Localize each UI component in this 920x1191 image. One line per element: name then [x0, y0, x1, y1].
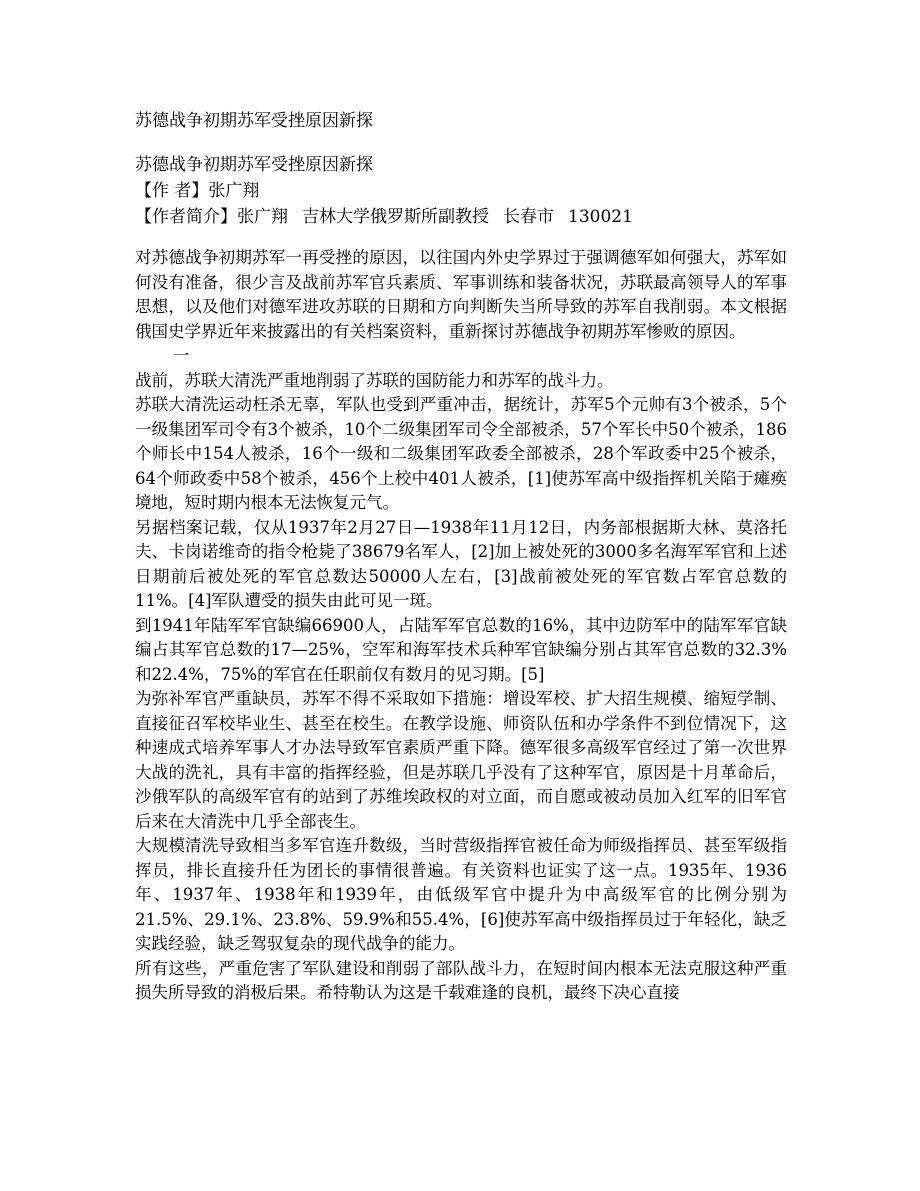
body-paragraph: 所有这些，严重危害了军队建设和削弱了部队战斗力，在短时间内根本无法克服这种严重损失所导致的消极后果。希特勒认为这是千载难逢的良机，最终下决心直接: [135, 958, 787, 1002]
abstract-paragraph: 对苏德战争初期苏军一再受挫的原因，以往国内外史学界过于强调德军如何强大，苏军如何没有准备，很少言及战前苏军官兵素质、军事训练和装备状况，苏联最高领导人的军事思想，以及他们对德军进攻苏联的日期和方向判断失当所导致的苏军自我削弱。本文根据俄国史学界近年来披露出的有关档案资料，重新探讨苏德战争初期苏军惨败的原因。: [135, 248, 787, 341]
article-body: [135, 246, 787, 1006]
author-affiliation: 吉林大学俄罗斯所副教授: [302, 207, 489, 227]
body-paragraph: 另据档案记载，仅从1937年2月27日—1938年11月12日，内务部根据斯大林、莫洛托夫、卡岗诺维奇的指令枪毙了38679名军人，[2]加上被处死的3000多名海军军官和上述日期前后被处死的军官总数达50000人左右，[3]战前被处死的军官数占军官总数的11%。[4]军队遭受的损失由此可见一斑。: [135, 517, 787, 610]
body-paragraph: 战前，苏联大清洗严重地削弱了苏联的国防能力和苏军的战斗力。: [135, 370, 614, 390]
article-header: [135, 152, 633, 230]
body-paragraph: 到1941年陆军军官缺编66900人，占陆军军官总数的16%，其中边防军中的陆军军官缺编占其军官总数的17—25%，空军和海军技术兵种军官缺编分别占其军官总数的32.3%和22.4%，75%的军官在任职前仅有数月的见习期。[5]: [135, 615, 787, 684]
body-paragraph: 苏联大清洗运动枉杀无辜，军队也受到严重冲击，据统计，苏军5个元帅有3个被杀，5个一级集团军司令有3个被杀，10个二级集团军司令全部被杀，57个军长中50个被杀，186个师长中154人被杀，16个一级和二级集团军政委全部被杀，28个军政委中25个被杀，64个师政委中58个被杀，456个上校中401人被杀，[1]使苏军高中级指挥机关陷于瘫痪境地，短时期内根本无法恢复元气。: [135, 395, 787, 512]
author-city: 长春市: [503, 207, 554, 227]
body-paragraph: 为弥补军官严重缺员，苏军不得不采取如下措施：增设军校、扩大招生规模、缩短学制、直接征召军校毕业生、甚至在校生。在教学设施、师资队伍和办学条件不到位情况下，这种速成式培养军事人才办法导致军官素质严重下降。德军很多高级军官经过了第一次世界大战的洗礼，具有丰富的指挥经验，但是苏联几乎没有了这种军官，原因是十月革命后，沙俄军队的高级军官有的站到了苏维埃政权的对立面，而自愿或被动员加入红军的旧军官后来在大清洗中几乎全部丧生。: [135, 689, 787, 831]
section-number: 一: [173, 346, 190, 365]
author-bio: [135, 204, 633, 230]
document-title: 苏德战争初期苏军受挫原因新探: [135, 111, 373, 131]
article-title: 苏德战争初期苏军受挫原因新探: [135, 155, 373, 175]
body-paragraph: 大规模清洗导致相当多军官连升数级，当时营级指挥官被任命为师级指挥员、甚至军级指挥员，排长直接升任为团长的事情很普遍。有关资料也证实了这一点。1935年、1936年、1937年、1938年和1939年，由低级军官中提升为中高级军官的比例分别为21.5%、29.1%、23.8%、59.9%和55.4%，[6]使苏军高中级指挥员过于年轻化，缺乏实践经验，缺乏驾驭复杂的现代战争的能力。: [135, 836, 787, 953]
author-postcode: 130021: [568, 207, 633, 227]
author-bio-label: 【作者简介】张广翔: [135, 207, 288, 227]
author-line: 【作 者】张广翔: [135, 181, 260, 201]
